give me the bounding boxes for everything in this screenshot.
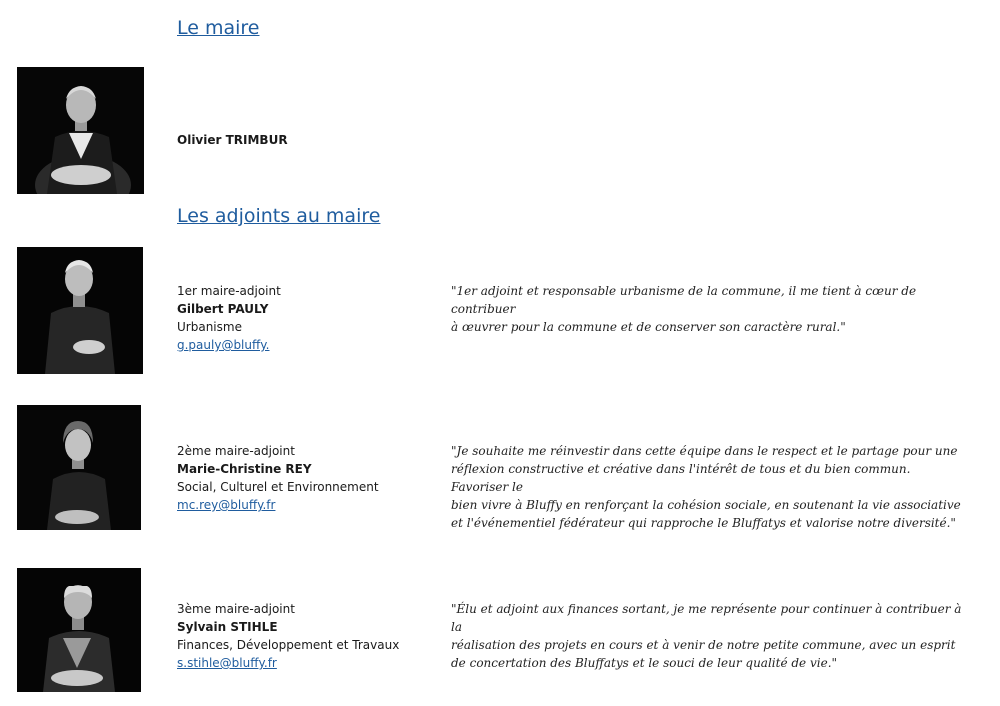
mayor-name: Olivier TRIMBUR bbox=[177, 133, 288, 147]
adjoint-email-link[interactable]: g.pauly@bluffy. bbox=[177, 338, 270, 352]
adjoint-name: Gilbert PAULY bbox=[177, 302, 269, 316]
adjoint-domain: Finances, Développement et Travaux bbox=[177, 638, 400, 652]
adjoint-role: 2ème maire-adjoint bbox=[177, 444, 295, 458]
adjoints-heading[interactable]: Les adjoints au maire bbox=[177, 205, 381, 227]
mayor-info bbox=[177, 131, 288, 149]
adjoint-email-link[interactable]: s.stihle@bluffy.fr bbox=[177, 656, 277, 670]
adjoint-name: Sylvain STIHLE bbox=[177, 620, 278, 634]
adjoint-info-2 bbox=[177, 442, 379, 514]
adjoint-photo-1 bbox=[17, 247, 143, 374]
adjoint-domain: Urbanisme bbox=[177, 320, 242, 334]
adjoint-quote-2: "Je souhaite me réinvestir dans cette équipe dans le respect et le partage pour une réflexion constructive et créative dans l'intérêt de tous et du bien commun. Favoriser le bien vivre à Bluffy en renforçant la cohésion sociale, en soutenant la vie associative et l'événementiel fédérateur qui rapproche le Bluffatys et valorise notre diversité." bbox=[451, 444, 961, 530]
adjoint-domain: Social, Culturel et Environnement bbox=[177, 480, 379, 494]
adjoint-info-1 bbox=[177, 282, 281, 354]
adjoint-info-3 bbox=[177, 600, 399, 672]
adjoint-photo-2 bbox=[17, 405, 141, 530]
adjoint-email-link[interactable]: mc.rey@bluffy.fr bbox=[177, 498, 276, 512]
adjoint-quote-1: "1er adjoint et responsable urbanisme de la commune, il me tient à cœur de contribuer à œuvrer pour la commune et de conserver son caractère rural." bbox=[451, 284, 917, 334]
adjoint-role: 1er maire-adjoint bbox=[177, 284, 281, 298]
adjoint-quote-3: "Élu et adjoint aux finances sortant, je me représente pour continuer à contribuer à la réalisation des projets en cours et à venir de notre petite commune, avec un esprit de concertation des Bluffatys et le souci de leur qualité de vie." bbox=[451, 602, 962, 670]
mayor-photo bbox=[17, 67, 144, 194]
mayor-heading[interactable]: Le maire bbox=[177, 17, 260, 39]
adjoint-photo-3 bbox=[17, 568, 141, 692]
adjoint-role: 3ème maire-adjoint bbox=[177, 602, 295, 616]
adjoint-name: Marie-Christine REY bbox=[177, 462, 312, 476]
